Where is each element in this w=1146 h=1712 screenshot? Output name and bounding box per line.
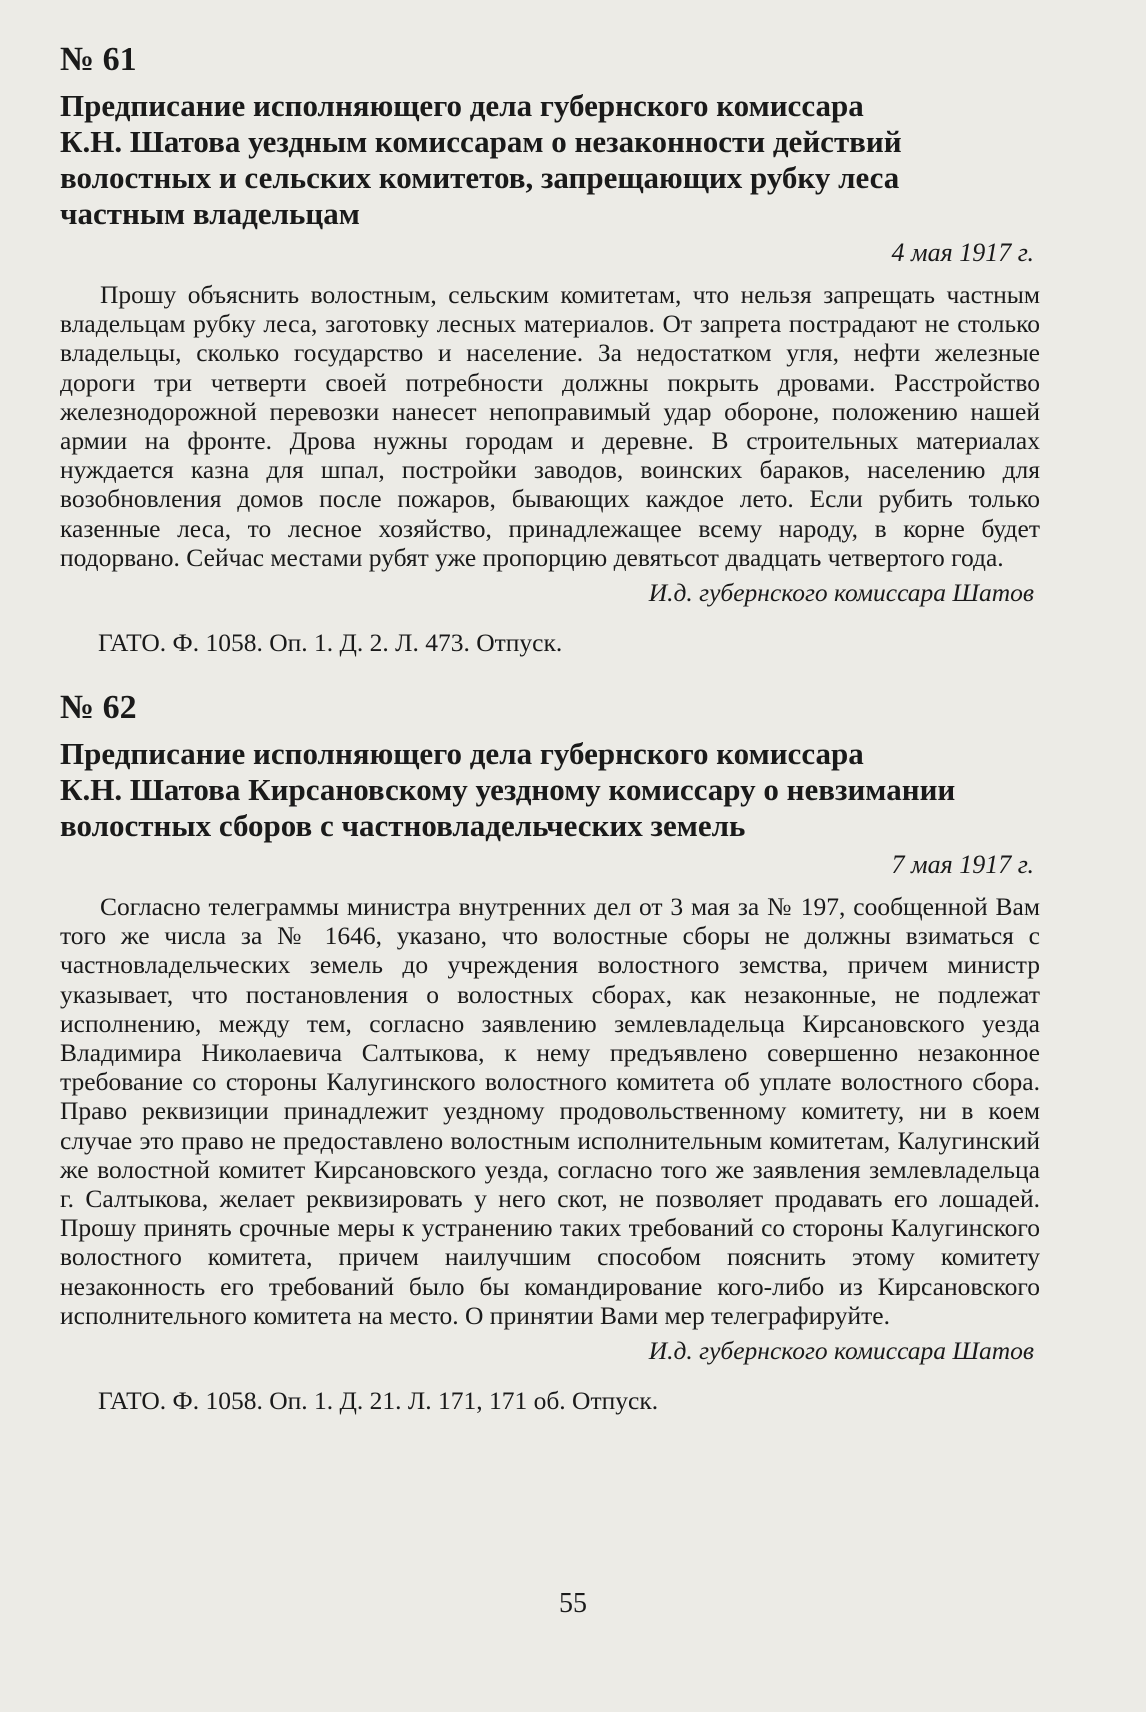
document-62 (60, 688, 1040, 1416)
page-content (60, 40, 1040, 1416)
document-date: 4 мая 1917 г. (891, 238, 1034, 267)
document-signature: И.д. губернского комиссара Шатов (648, 1336, 1034, 1366)
title-line: частным владельцам (60, 196, 360, 231)
document-body: Прошу объяснить волостным, сельским комитетам, что нельзя запрещать частным владельцам рубку леса, заготовку лесных материалов. От запрета пострадают не столько владельцы, сколько государство и население. За недостатком угля, нефти железные дороги три четверти своей потребности должны покрыть дровами. Расстройство железнодорожной перевозки нанесет непоправимый удар обороне, положению нашей армии на фронте. Дрова нужны городам и деревне. В строительных материалах нуждается казна для шпал, постройки заводов, воинских бараков, населению для возобновления домов после пожаров, бывающих каждое лето. Если рубить только казенные леса, то лесное хозяйство, принадлежащее всему народу, в корне будет подорвано. Сейчас местами рубят уже пропорцию девятьсот двадцать четвертого года. (60, 280, 1040, 572)
document-date: 7 мая 1917 г. (891, 850, 1034, 880)
title-line: К.Н. Шатова уездным комиссарам о незаконности действий (60, 124, 902, 159)
document-number: № 62 (60, 689, 137, 727)
archive-reference: ГАТО. Ф. 1058. Оп. 1. Д. 21. Л. 171, 171 об. Отпуск. (98, 1386, 659, 1416)
document-61 (60, 40, 1040, 658)
document-body: Согласно телеграммы министра внутренних дел от 3 мая за № 197, сообщенной Вам того же числа за № 1646, указано, что волостные сборы не должны взиматься с частновладельческих земель до учреждения волостного земства, причем министр указывает, что постановления о волостных сборах, как незаконные, не подлежат исполнению, между тем, согласно заявлению землевладельца Кирсановского уезда Владимира Николаевича Салтыкова, к нему предъявлено совершенно незаконное требование со стороны Калугинского волостного комитета об уплате волостного сбора. Право реквизиции принадлежит уездному продовольственному комитету, ни в коем случае это право не предоставлено волостным исполнительным комитетам, Калугинский же волостной комитет Кирсановского уезда, согласно того же заявления землевладельца г. Салтыкова, желает реквизировать у него скот, не позволяет продавать его лошадей. Прошу принять срочные меры к устранению таких требований со стороны Калугинского волостного комитета, причем наилучшим способом пояснить этому комитету незаконность его требований было бы командирование кого-либо из Кирсановского исполнительного комитета на место. О принятии Вами мер телеграфируйте. (60, 892, 1040, 1330)
document-number: № 61 (60, 41, 137, 78)
page-number: 55 (559, 1588, 587, 1619)
title-line: волостных и сельских комитетов, запрещающих рубку леса (60, 160, 900, 195)
title-line: К.Н. Шатова Кирсановскому уездному комиссару о невзимании (60, 772, 956, 808)
document-title (60, 88, 1040, 232)
archive-reference: ГАТО. Ф. 1058. Оп. 1. Д. 2. Л. 473. Отпуск. (98, 628, 563, 658)
document-signature: И.д. губернского комиссара Шатов (648, 578, 1034, 608)
title-line: Предписание исполняющего дела губернского комиссара (60, 736, 864, 772)
title-line: Предписание исполняющего дела губернского комиссара (60, 88, 864, 123)
document-title (60, 736, 1040, 844)
title-line: волостных сборов с частновладельческих земель (60, 808, 746, 844)
